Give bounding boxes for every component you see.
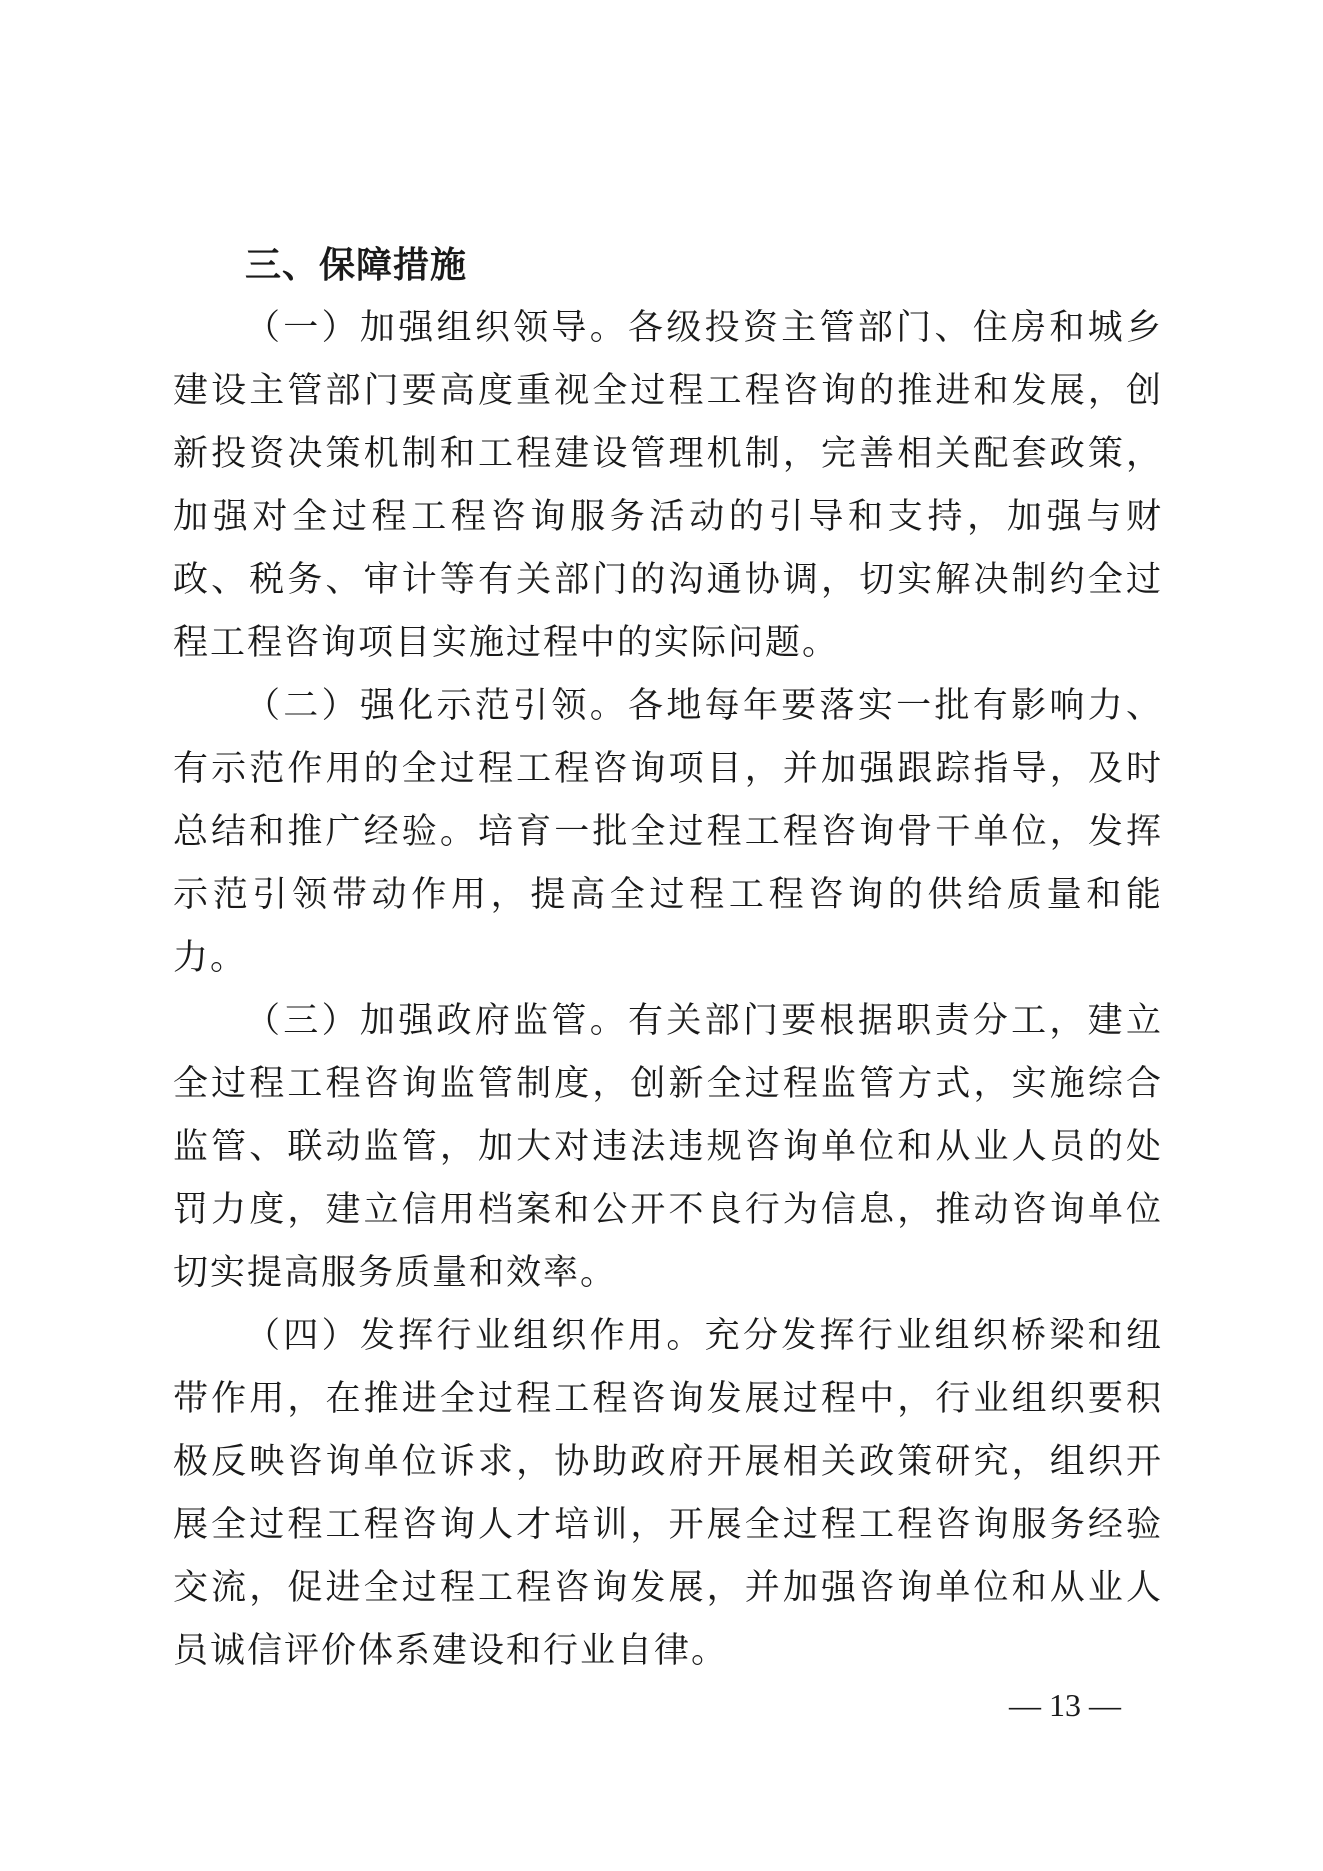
- page-number: — 13 —: [1009, 1687, 1121, 1723]
- paragraph-government-supervision: （三）加强政府监管。有关部门要根据职责分工，建立全过程工程咨询监管制度，创新全过程监管方式，实施综合监管、联动监管，加大对违法违规咨询单位和从业人员的处罚力度，建立信用档案和公开不良行为信息，推动咨询单位切实提高服务质量和效率。: [173, 1001, 1163, 1293]
- page-body: [173, 234, 1163, 1683]
- paragraph-industry-organizations: （四）发挥行业组织作用。充分发挥行业组织桥梁和纽带作用，在推进全过程工程咨询发展过程中，行业组织要积极反映咨询单位诉求，协助政府开展相关政策研究，组织开展全过程工程咨询人才培训，开展全过程工程咨询服务经验交流，促进全过程工程咨询发展，并加强咨询单位和从业人员诚信评价体系建设和行业自律。: [173, 1316, 1163, 1671]
- paragraph-demonstration-guidance: （二）强化示范引领。各地每年要落实一批有影响力、有示范作用的全过程工程咨询项目，并加强跟踪指导，及时总结和推广经验。培育一批全过程工程咨询骨干单位，发挥示范引领带动作用，提高全过程工程咨询的供给质量和能力。: [173, 686, 1163, 978]
- section-heading: 三、保障措施: [245, 245, 468, 286]
- paragraph-organization-leadership: （一）加强组织领导。各级投资主管部门、住房和城乡建设主管部门要高度重视全过程工程咨询的推进和发展，创新投资决策机制和工程建设管理机制，完善相关配套政策，加强对全过程工程咨询服务活动的引导和支持，加强与财政、税务、审计等有关部门的沟通协调，切实解决制约全过程工程咨询项目实施过程中的实际问题。: [173, 308, 1163, 663]
